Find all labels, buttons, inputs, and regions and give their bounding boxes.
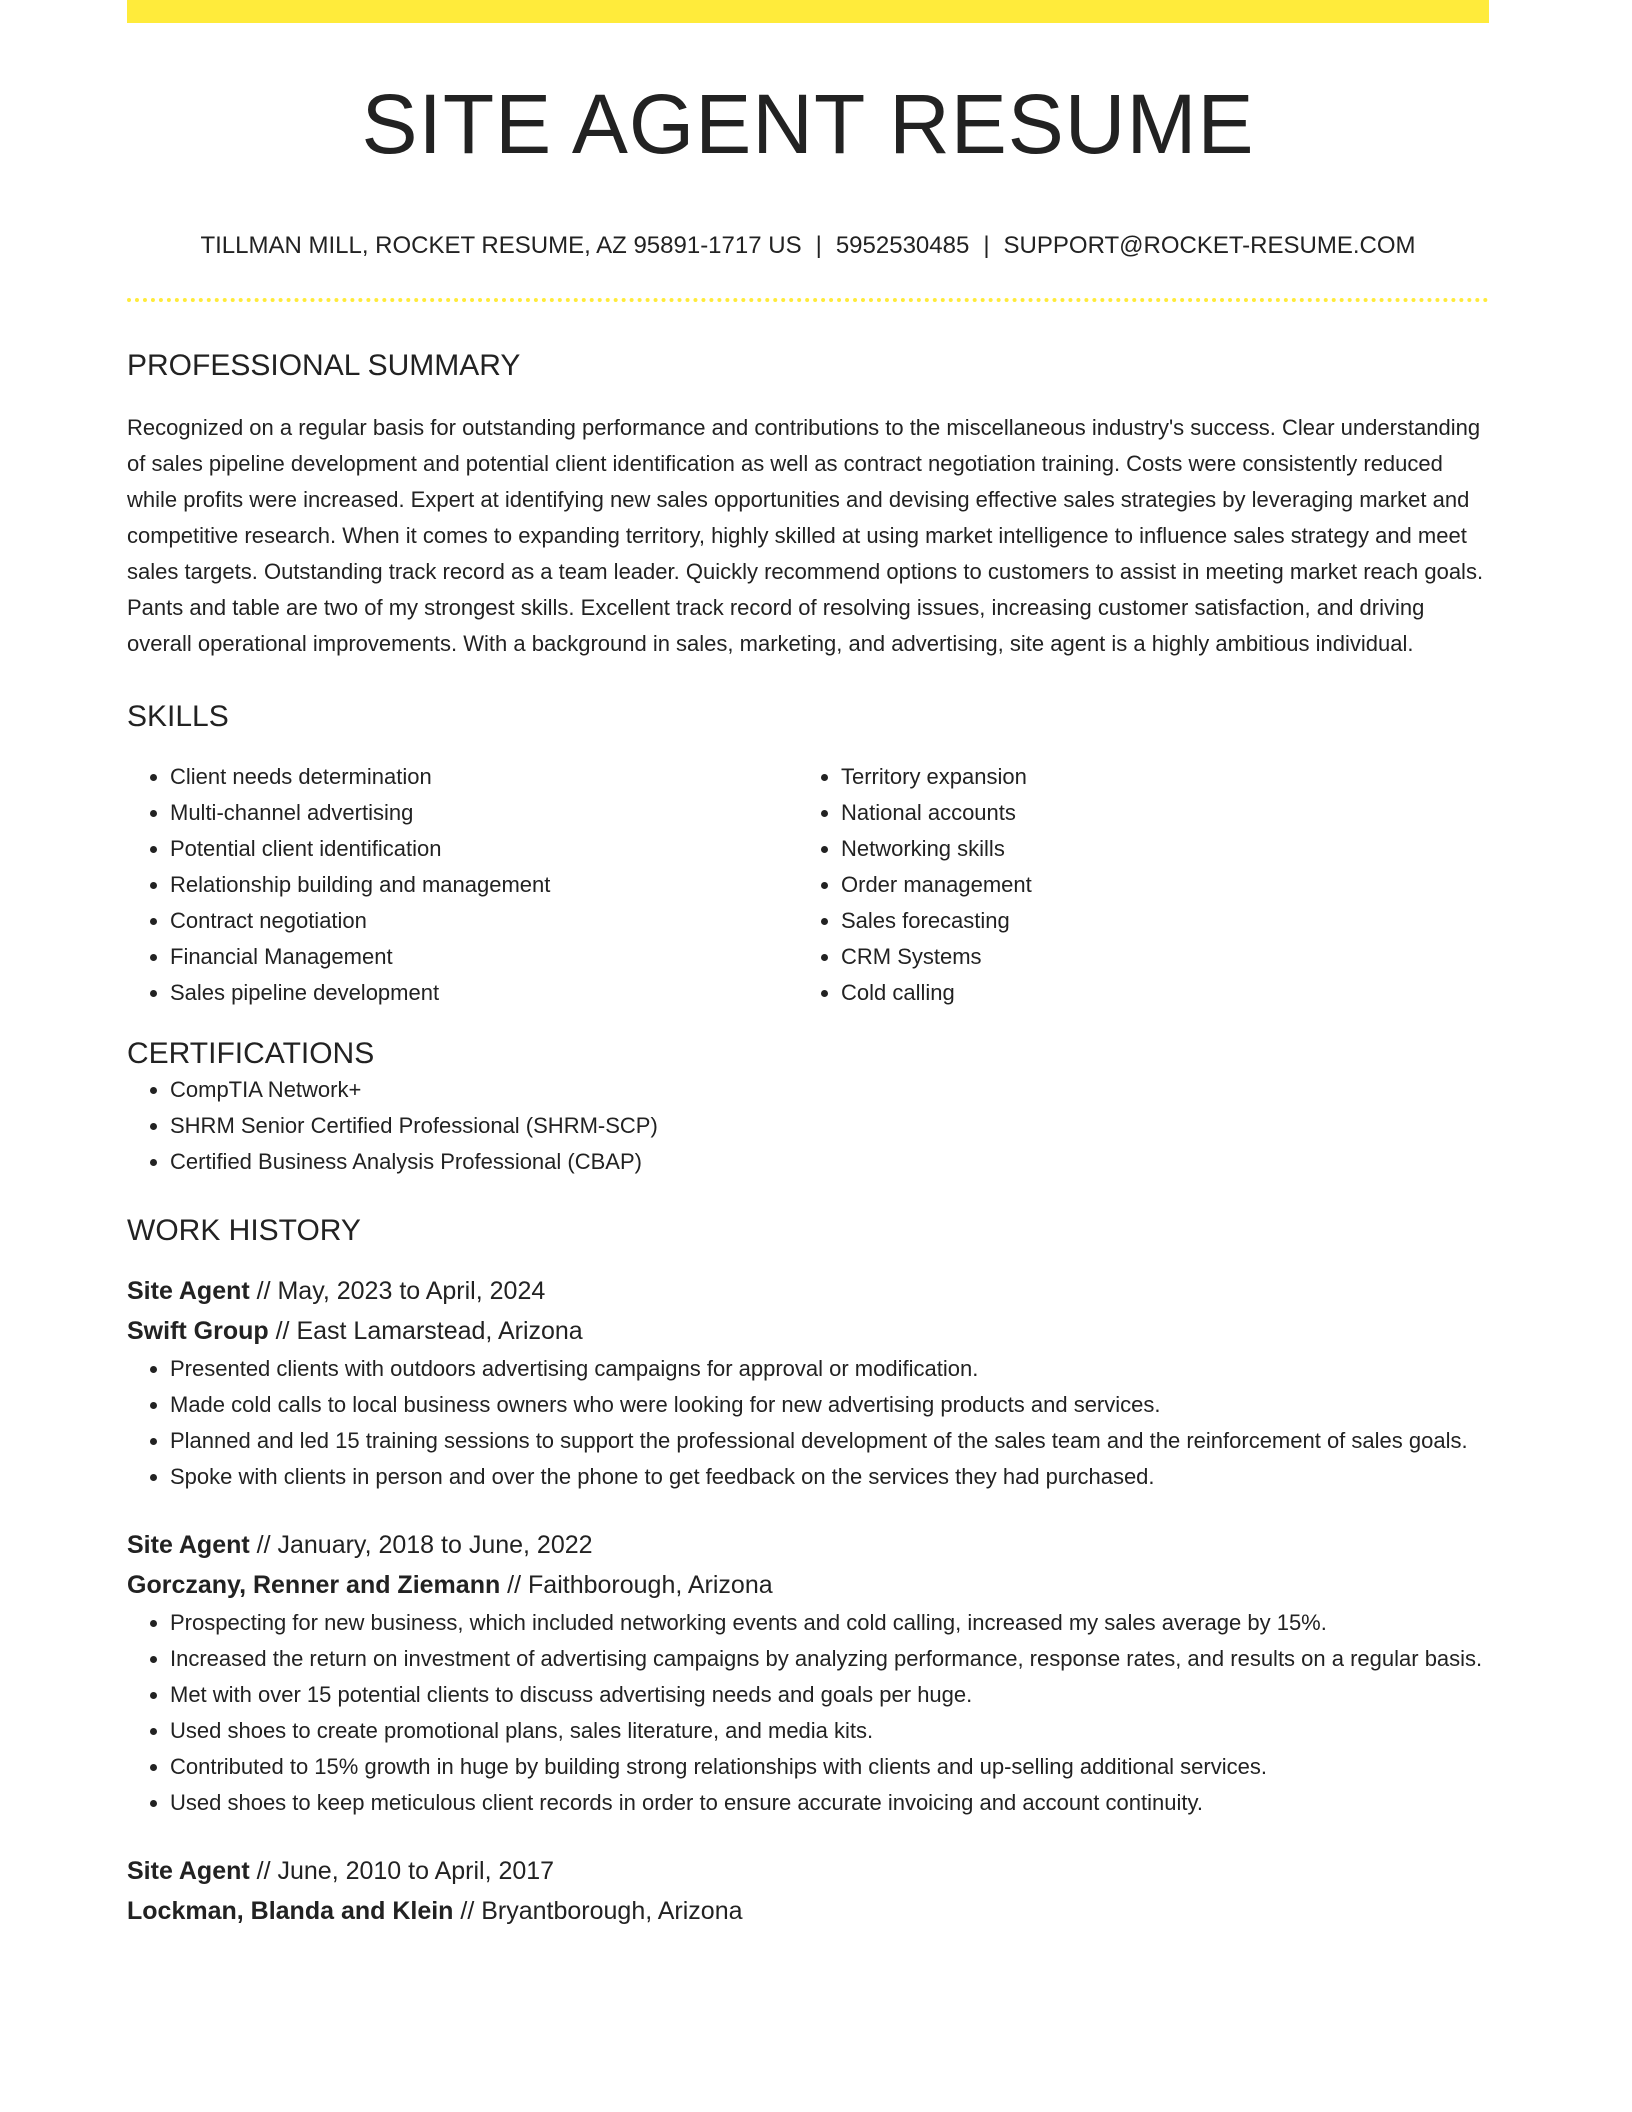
skill-item: • Potential client identification <box>170 831 798 867</box>
job-dates: // June, 2010 to April, 2017 <box>249 1856 555 1885</box>
certification-item: • Certified Business Analysis Professional (CBAP) <box>170 1144 1489 1180</box>
skill-item: • CRM Systems <box>841 939 1469 975</box>
contact-separator: | <box>815 232 822 259</box>
skill-item: • Cold calling <box>841 975 1469 1011</box>
skill-item: • National accounts <box>841 795 1469 831</box>
job-bullet: • Used shoes to create promotional plans, sales literature, and media kits. <box>170 1713 1489 1749</box>
contact-email: SUPPORT@ROCKET-RESUME.COM <box>1003 232 1416 259</box>
skill-item: • Financial Management <box>170 939 798 975</box>
job-entry <box>127 1525 1489 1821</box>
work-history-heading: WORK HISTORY <box>127 1213 361 1247</box>
job-company-line <box>127 1565 1489 1605</box>
job-entry <box>127 1271 1489 1495</box>
job-location: // Bryantborough, Arizona <box>453 1896 743 1925</box>
resume-title: SITE AGENT RESUME <box>361 77 1255 171</box>
job-bullets <box>127 1351 1489 1495</box>
skills-list-right <box>798 759 1469 1011</box>
job-bullet: • Prospecting for new business, which included networking events and cold calling, increased my sales average by 15%. <box>170 1605 1489 1641</box>
skills-heading: SKILLS <box>127 699 229 733</box>
job-bullets <box>127 1605 1489 1821</box>
skill-item: • Order management <box>841 867 1469 903</box>
contact-line <box>127 232 1489 261</box>
job-title-line <box>127 1851 1489 1891</box>
skills-column-right <box>798 759 1469 1011</box>
job-bullet: • Spoke with clients in person and over the phone to get feedback on the services they had purchased. <box>170 1459 1489 1495</box>
summary-text: Recognized on a regular basis for outstanding performance and contributions to the miscellaneous industry's success. Clear understanding of sales pipeline development and potential client identification as well as contract negotiation training. Costs were consistently reduced while profits were increased. Expert at identifying new sales opportunities and devising effective sales strategies by leveraging market and competitive research. When it comes to expanding territory, highly skilled at using market intelligence to influence sales strategy and meet sales targets. Outstanding track record as a team leader. Quickly recommend options to customers to assist in meeting market reach goals. Pants and table are two of my strongest skills. Excellent track record of resolving issues, increasing customer satisfaction, and driving overall operational improvements. With a background in sales, marketing, and advertising, site agent is a highly ambitious individual. <box>127 414 1484 656</box>
job-bullet: • Met with over 15 potential clients to discuss advertising needs and goals per huge. <box>170 1677 1489 1713</box>
skill-item: • Client needs determination <box>170 759 798 795</box>
skill-item: • Territory expansion <box>841 759 1469 795</box>
job-company: Gorczany, Renner and Ziemann <box>127 1570 501 1599</box>
skill-item: • Contract negotiation <box>170 903 798 939</box>
skill-item: • Sales pipeline development <box>170 975 798 1011</box>
skills-column-left <box>127 759 798 1011</box>
job-bullet: • Planned and led 15 training sessions to support the professional development of the sales team and the reinforcement of sales goals. <box>170 1423 1489 1459</box>
contact-separator: | <box>983 232 990 259</box>
certification-item: • CompTIA Network+ <box>170 1072 1489 1108</box>
job-location: // East Lamarstead, Arizona <box>268 1316 583 1345</box>
job-company-line <box>127 1311 1489 1351</box>
summary-heading: PROFESSIONAL SUMMARY <box>127 348 521 382</box>
certifications-list <box>127 1072 1489 1180</box>
contact-phone: 5952530485 <box>835 232 970 259</box>
top-accent-bar <box>127 0 1489 23</box>
job-title: Site Agent <box>127 1856 250 1885</box>
certifications-heading: CERTIFICATIONS <box>127 1036 375 1070</box>
contact-address: TILLMAN MILL, ROCKET RESUME, AZ 95891-1717 US <box>200 232 802 259</box>
certification-item: • SHRM Senior Certified Professional (SHRM-SCP) <box>170 1108 1489 1144</box>
job-title: Site Agent <box>127 1276 250 1305</box>
job-title-line <box>127 1525 1489 1565</box>
job-title-line <box>127 1271 1489 1311</box>
skills-grid <box>127 759 1489 1011</box>
skill-item: • Networking skills <box>841 831 1469 867</box>
skill-item: • Multi-channel advertising <box>170 795 798 831</box>
skill-item: • Relationship building and management <box>170 867 798 903</box>
job-bullet: • Made cold calls to local business owners who were looking for new advertising products and services. <box>170 1387 1489 1423</box>
job-entry <box>127 1851 1489 1931</box>
job-bullet: • Presented clients with outdoors advertising campaigns for approval or modification. <box>170 1351 1489 1387</box>
job-location: // Faithborough, Arizona <box>500 1570 773 1599</box>
skills-list-left <box>127 759 798 1011</box>
header-divider <box>127 298 1489 302</box>
skill-item: • Sales forecasting <box>841 903 1469 939</box>
resume-page <box>127 0 1489 1931</box>
job-bullet: • Increased the return on investment of advertising campaigns by analyzing performance, response rates, and results on a regular basis. <box>170 1641 1489 1677</box>
job-bullet: • Used shoes to keep meticulous client records in order to ensure accurate invoicing and account continuity. <box>170 1785 1489 1821</box>
job-company-line <box>127 1891 1489 1931</box>
job-company: Lockman, Blanda and Klein <box>127 1896 454 1925</box>
job-company: Swift Group <box>127 1316 269 1345</box>
job-dates: // January, 2018 to June, 2022 <box>249 1530 593 1559</box>
job-dates: // May, 2023 to April, 2024 <box>249 1276 546 1305</box>
job-bullet: • Contributed to 15% growth in huge by building strong relationships with clients and up-selling additional services. <box>170 1749 1489 1785</box>
job-title: Site Agent <box>127 1530 250 1559</box>
